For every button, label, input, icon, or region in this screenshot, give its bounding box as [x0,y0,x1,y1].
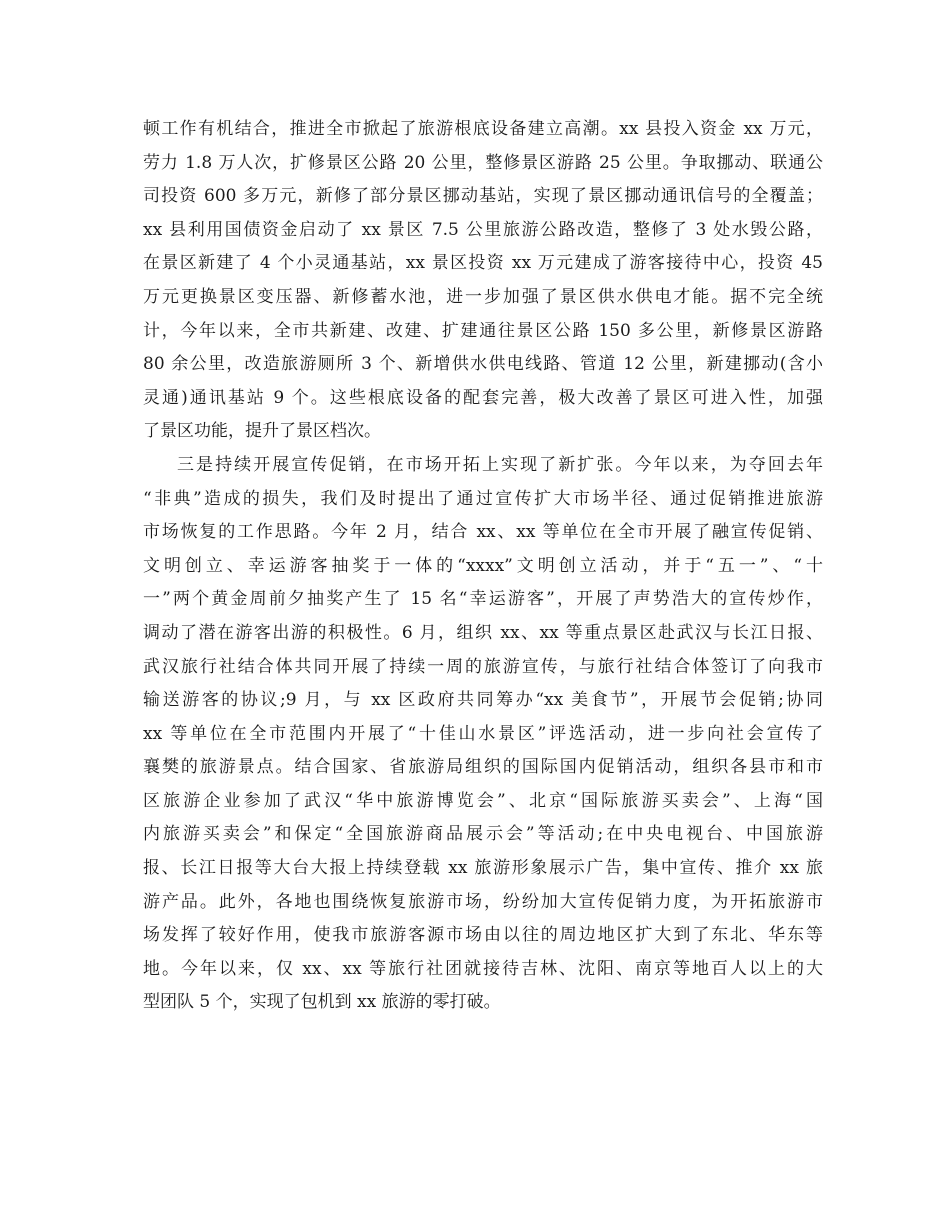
text-line: 输送游客的协议;9 月，与 xx 区政府共同筹办“xx 美食节”，开展节会促销;协同 [143,690,823,711]
text-line: 场发挥了较好作用，使我市旅游客源市场由以往的周边地区扩大到了东北、华东等 [143,925,823,946]
text-line: 灵通)通讯基站 9 个。这些根底设备的配套完善，极大改善了景区可进入性，加强 [143,387,823,408]
document-body [143,113,823,1020]
text-line: 劳力 1.8 万人次，扩修景区公路 20 公里，整修景区游路 25 公里。争取挪动、联通公 [143,152,823,173]
text-line: 游产品。此外，各地也围绕恢复旅游市场，纷纷加大宣传促销力度，为开拓旅游市 [143,891,823,912]
text-line: 内旅游买卖会”和保定“全国旅游商品展示会”等活动;在中央电视台、中国旅游 [143,824,823,845]
text-line: 万元更换景区变压器、新修蓄水池，进一步加强了景区供水供电才能。据不完全统 [143,286,823,307]
text-line: 三是持续开展宣传促销，在市场开拓上实现了新扩张。今年以来，为夺回去年 [177,454,823,475]
text-line: 在景区新建了 4 个小灵通基站，xx 景区投资 xx 万元建成了游客接待中心，投资 45 [143,253,824,274]
paragraph-infrastructure [143,113,823,449]
text-line: 型团队 5 个，实现了包机到 xx 旅游的零打破。 [143,992,501,1013]
text-line: 司投资 600 多万元，新修了部分景区挪动基站，实现了景区挪动通讯信号的全覆盖； [143,186,823,207]
text-line: 顿工作有机结合，推进全市掀起了旅游根底设备建立高潮。xx 县投入资金 xx 万元， [143,119,823,139]
text-line: 了景区功能，提升了景区档次。 [143,421,381,442]
text-line: xx 等单位在全市范围内开展了“十佳山水景区”评选活动，进一步向社会宣传了 [143,723,823,744]
text-line: 80 余公里，改造旅游厕所 3 个、新增供水供电线路、管道 12 公里，新建挪动(含小 [143,354,823,375]
text-line: 报、长江日报等大台大报上持续登载 xx 旅游形象展示广告，集中宣传、推介 xx 旅 [143,858,823,879]
text-line: 一”两个黄金周前夕抽奖产生了 15 名“幸运游客”，开展了声势浩大的宣传炒作， [143,589,823,610]
text-line: 文明创立、幸运游客抽奖于一体的“xxxx”文明创立活动，并于“五一”、“十 [143,555,823,576]
text-line: 武汉旅行社结合体共同开展了持续一周的旅游宣传，与旅行社结合体签订了向我市 [143,656,823,677]
text-line: “非典”造成的损失，我们及时提出了通过宣传扩大市场半径、通过促销推进旅游 [143,488,823,509]
text-line: 襄樊的旅游景点。结合国家、省旅游局组织的国际国内促销活动，组织各县市和市 [143,757,823,778]
text-line: 调动了潜在游客出游的积极性。6 月，组织 xx、xx 等重点景区赴武汉与长江日报、 [143,622,823,643]
text-line: 区旅游企业参加了武汉“华中旅游博览会”、北京“国际旅游买卖会”、上海“国 [143,790,823,811]
paragraph-promotion [143,449,823,1020]
text-line: 市场恢复的工作思路。今年 2 月，结合 xx、xx 等单位在全市开展了融宣传促销、 [143,522,823,543]
text-line: 地。今年以来，仅 xx、xx 等旅行社团就接待吉林、沈阳、南京等地百人以上的大 [143,958,823,979]
text-line: 计，今年以来，全市共新建、改建、扩建通往景区公路 150 多公里，新修景区游路 [143,320,823,341]
text-line: xx 县利用国债资金启动了 xx 景区 7.5 公里旅游公路改造，整修了 3 处水毁公路， [143,219,823,240]
